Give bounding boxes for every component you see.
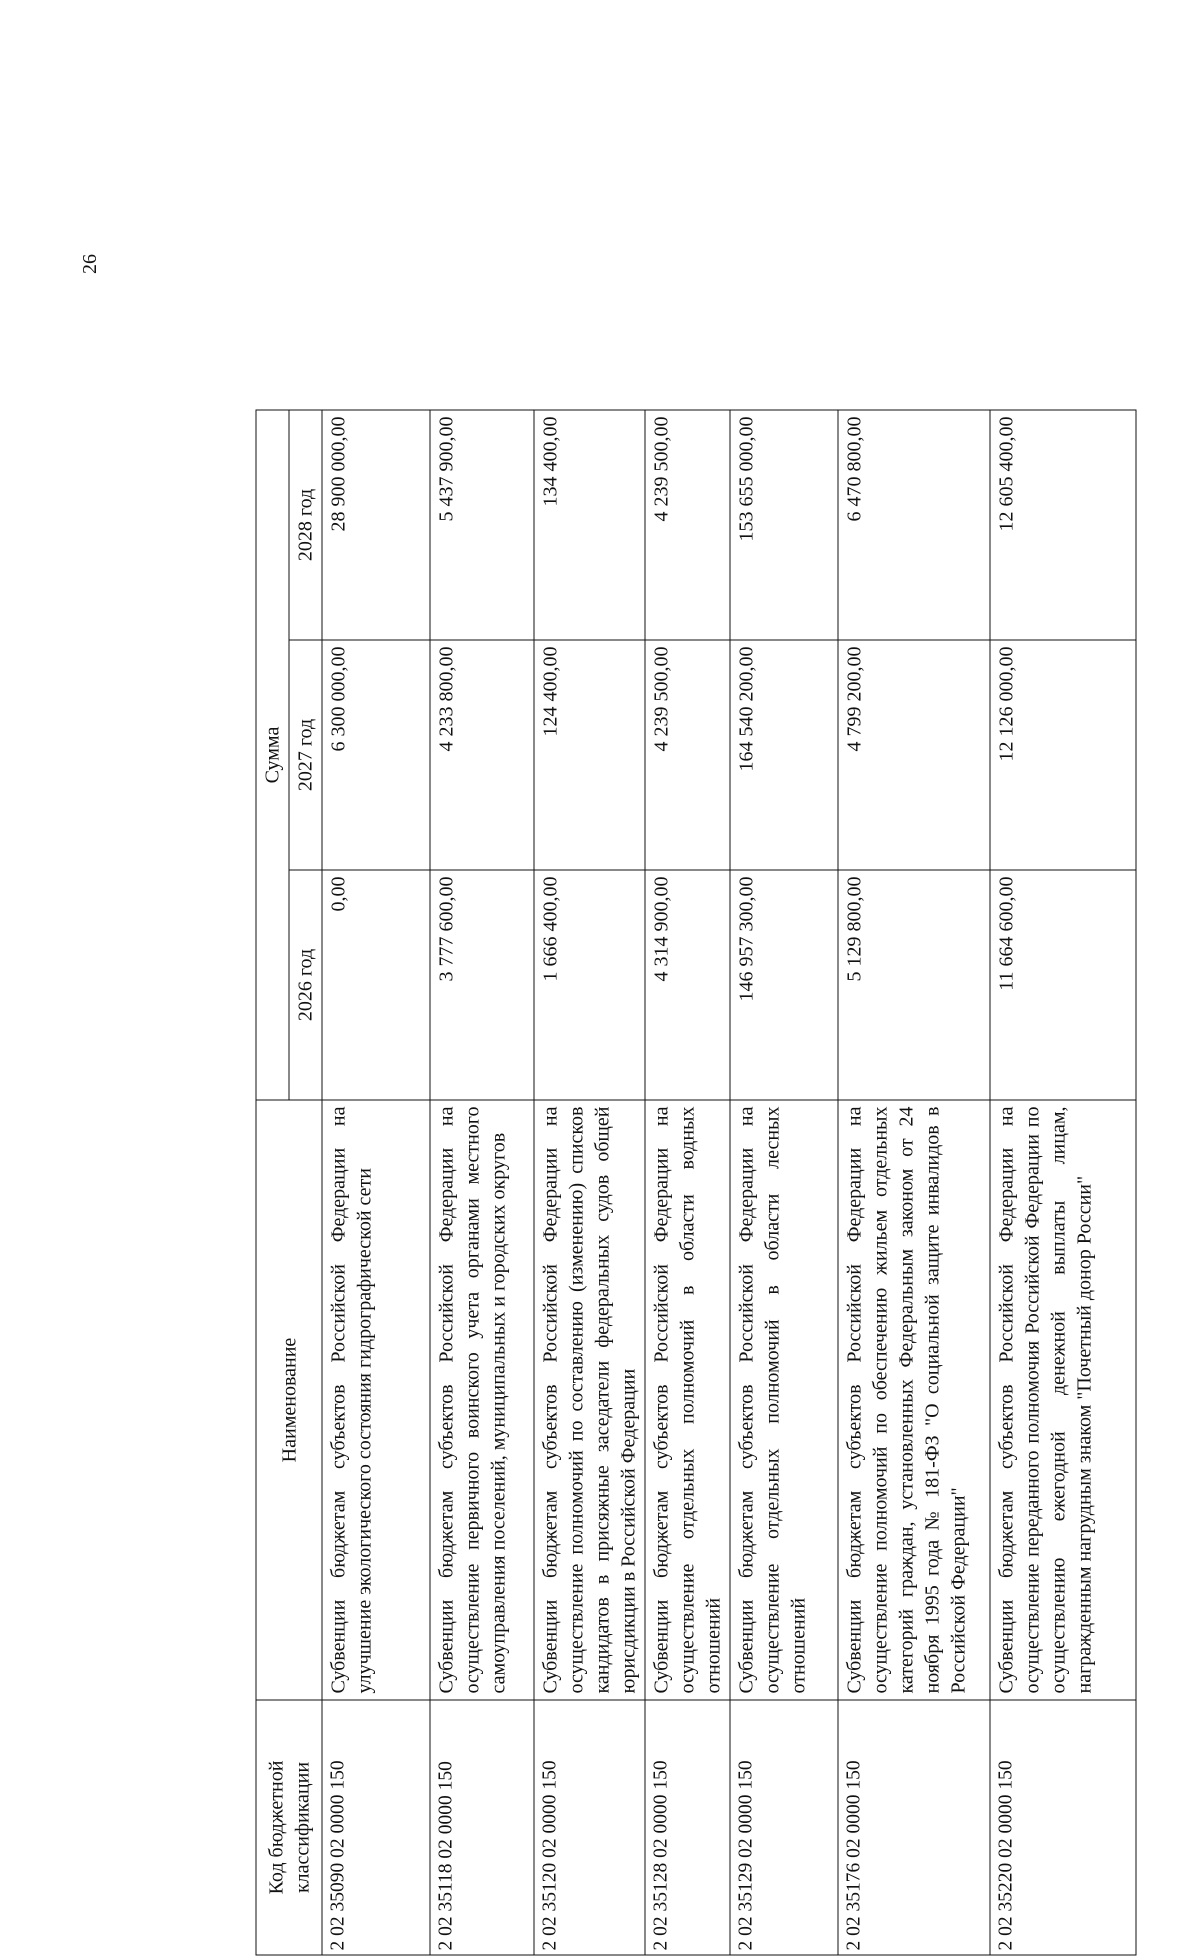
row-code: 2 02 35118 02 0000 150 (430, 1700, 534, 1955)
row-code: 2 02 35220 02 0000 150 (990, 1700, 1136, 1955)
row-name: Субвенции бюджетам субъектов Российской Федерации на осуществление полномочий по обеспечению жильем отдельных категорий граждан, установленных Федеральным законом от 24 ноября 1995 года № 181-ФЗ "О социальной защите инвалидов в Российской Федерации" (838, 1100, 990, 1700)
row-2028: 153 655 000,00 (730, 410, 838, 640)
row-2028: 5 437 900,00 (430, 410, 534, 640)
rotated-sheet (256, 411, 1126, 1956)
row-2028: 12 605 400,00 (990, 410, 1136, 640)
table-row (838, 410, 990, 1955)
row-2027: 4 239 500,00 (645, 640, 730, 870)
row-2026: 146 957 300,00 (730, 870, 838, 1100)
header-name: Наименование (256, 1100, 322, 1700)
row-code: 2 02 35176 02 0000 150 (838, 1700, 990, 1955)
header-sum: Сумма (256, 410, 289, 1100)
table-row (645, 410, 730, 1955)
header-code: Код бюджетной классификации (256, 1700, 322, 1955)
row-2027: 12 126 000,00 (990, 640, 1136, 870)
header-year-2028: 2028 год (289, 410, 322, 640)
table-row (322, 410, 430, 1955)
row-code: 2 02 35129 02 0000 150 (730, 1700, 838, 1955)
row-2027: 4 233 800,00 (430, 640, 534, 870)
row-name: Субвенции бюджетам субъектов Российской Федерации на осуществление переданного полномочия Российской Федерации по осуществлению ежегодной денежной выплаты лицам, награжденным нагрудным знаком "Почетный донор России" (990, 1100, 1136, 1700)
row-name: Субвенции бюджетам субъектов Российской Федерации на осуществление отдельных полномочий в области лесных отношений (730, 1100, 838, 1700)
budget-table (256, 409, 1137, 1955)
row-2027: 164 540 200,00 (730, 640, 838, 870)
row-2027: 124 400,00 (534, 640, 645, 870)
table-row (730, 410, 838, 1955)
header-year-2026: 2026 год (289, 870, 322, 1100)
row-name: Субвенции бюджетам субъектов Российской Федерации на улучшение экологического состояния гидрографической сети (322, 1100, 430, 1700)
row-code: 2 02 35090 02 0000 150 (322, 1700, 430, 1955)
row-2026: 5 129 800,00 (838, 870, 990, 1100)
row-name: Субвенции бюджетам субъектов Российской Федерации на осуществление первичного воинского учета органами местного самоуправления поселений, муниципальных и городских округов (430, 1100, 534, 1700)
table-row (534, 410, 645, 1955)
header-year-2027: 2027 год (289, 640, 322, 870)
row-code: 2 02 35128 02 0000 150 (645, 1700, 730, 1955)
header-row-1 (256, 410, 289, 1955)
row-name: Субвенции бюджетам субъектов Российской Федерации на осуществление полномочий по составлению (изменению) списков кандидатов в присяжные заседатели федеральных судов общей юрисдикции в Российской Федерации (534, 1100, 645, 1700)
row-2027: 6 300 000,00 (322, 640, 430, 870)
row-2026: 11 664 600,00 (990, 870, 1136, 1100)
row-2026: 4 314 900,00 (645, 870, 730, 1100)
row-2028: 134 400,00 (534, 410, 645, 640)
row-2026: 3 777 600,00 (430, 870, 534, 1100)
page-number: 26 (79, 254, 101, 274)
row-code: 2 02 35120 02 0000 150 (534, 1700, 645, 1955)
row-2028: 28 900 000,00 (322, 410, 430, 640)
row-2028: 6 470 800,00 (838, 410, 990, 640)
row-2026: 1 666 400,00 (534, 870, 645, 1100)
row-2026: 0,00 (322, 870, 430, 1100)
row-2027: 4 799 200,00 (838, 640, 990, 870)
table-row (430, 410, 534, 1955)
table-row (990, 410, 1136, 1955)
row-name: Субвенции бюджетам субъектов Российской Федерации на осуществление отдельных полномочий в области водных отношений (645, 1100, 730, 1700)
row-2028: 4 239 500,00 (645, 410, 730, 640)
